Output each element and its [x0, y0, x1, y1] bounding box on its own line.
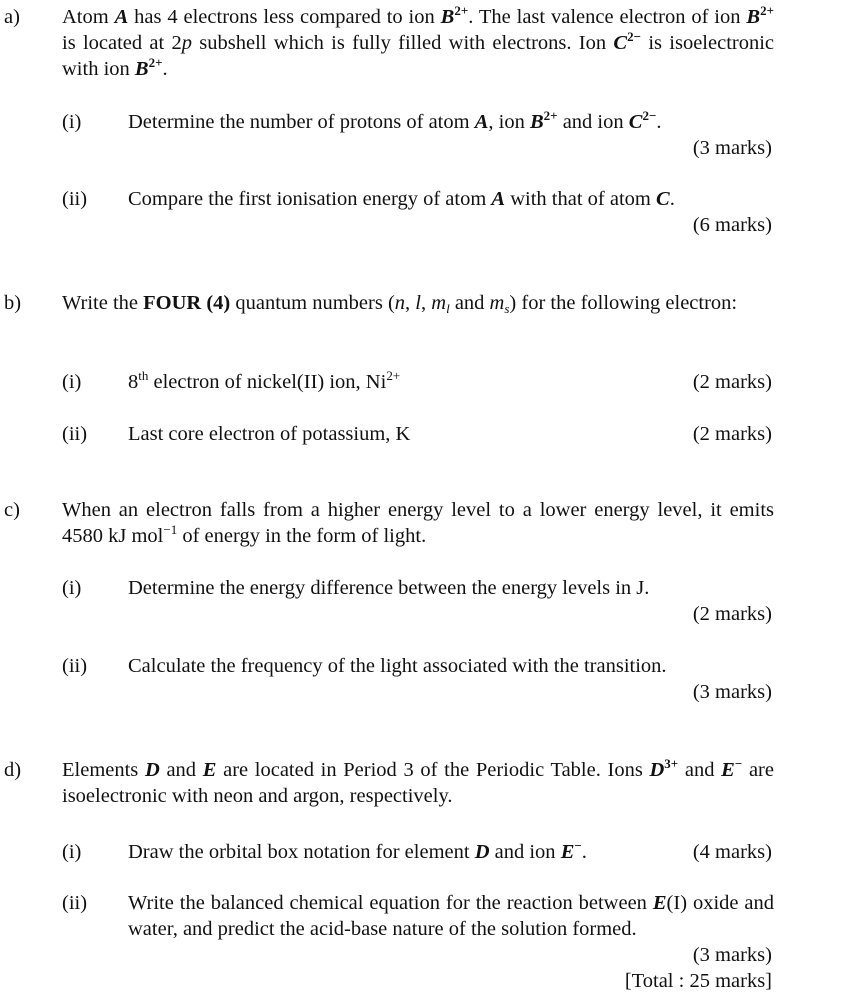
total-marks: [Total : 25 marks]	[624, 970, 772, 992]
question-stem: When an electron falls from a higher energy level to a lower energy level, it emits 4580 kJ mol$^{-1}$ of energy in the form of light.	[62, 499, 774, 547]
question-label: c)	[4, 499, 20, 521]
part-text: Last core electron of potassium, K	[128, 423, 411, 445]
marks-label: (2 marks)	[692, 423, 772, 445]
part-text: Compare the first ionisation energy of atom A with that of atom C.	[128, 188, 675, 210]
part-label: (ii)	[62, 892, 88, 914]
marks-label: (3 marks)	[692, 681, 772, 703]
part-label: (i)	[62, 841, 82, 863]
question-stem: Write the FOUR (4) quantum numbers (n, l, $m_l$ and $m_s$) for the following electron:	[62, 292, 738, 316]
marks-label: (2 marks)	[692, 371, 772, 393]
part-label: (i)	[62, 577, 82, 599]
marks-label: (6 marks)	[692, 214, 772, 236]
part-text: 8th electron of nickel(II) ion, $Ni^{2+}$	[128, 368, 401, 393]
marks-label: (3 marks)	[692, 944, 772, 966]
part-label: (i)	[62, 371, 82, 393]
part-text: Determine the energy difference between the energy levels in J.	[128, 577, 650, 599]
question-stem: Atom A has 4 electrons less compared to ion $B^{2+}$. The last valence electron of ion $B^{2+}$ is located at 2p subshell which is fully filled with electrons. Ion $C^{2-}$ is isoelectronic with ion $B^{2+}$.	[62, 3, 775, 80]
marks-label: (4 marks)	[692, 841, 772, 863]
part-text: Write the balanced chemical equation for the reaction between E(I) oxide and water, and predict the acid-base nature of the solution formed.	[128, 892, 775, 940]
question-stem: Elements D and E are located in Period 3 of the Periodic Table. Ions $D^{3+}$ and E− are isoelectronic with neon and argon, respectively.	[62, 756, 774, 807]
part-text: Draw the orbital box notation for element D and ion E−.	[128, 838, 587, 863]
question-label: a)	[4, 6, 20, 28]
part-text: Calculate the frequency of the light associated with the transition.	[128, 655, 667, 677]
part-label: (i)	[62, 111, 82, 133]
part-label: (ii)	[62, 655, 88, 677]
part-text: Determine the number of protons of atom A, ion $B^{2+}$ and ion $C^{2-}$.	[128, 108, 662, 133]
marks-label: (2 marks)	[692, 603, 772, 625]
marks-label: (3 marks)	[692, 137, 772, 159]
part-label: (ii)	[62, 423, 88, 445]
question-label: b)	[4, 292, 22, 314]
question-label: d)	[4, 759, 22, 781]
part-label: (ii)	[62, 188, 88, 210]
